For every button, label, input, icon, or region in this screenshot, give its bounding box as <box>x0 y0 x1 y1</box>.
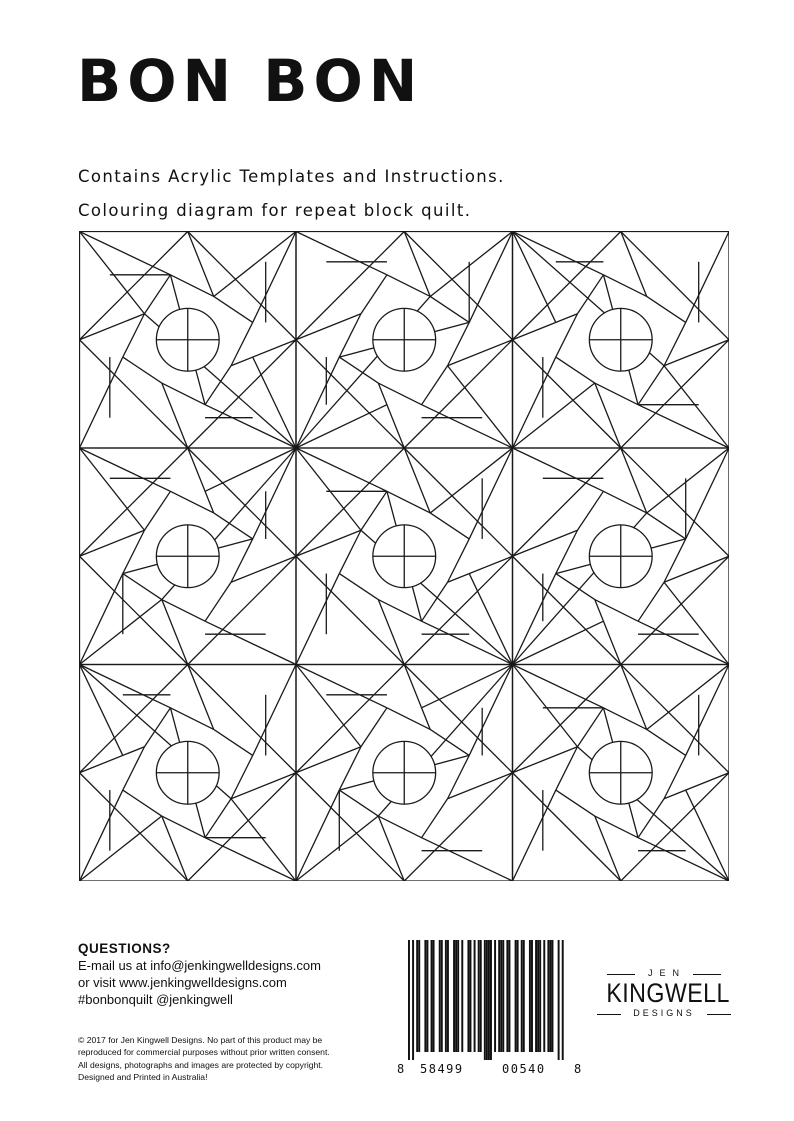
block-seam <box>603 275 646 297</box>
copyright-line: All designs, photographs and images are protected by copyright. <box>78 1059 324 1070</box>
block-seam <box>513 621 604 664</box>
block-seam <box>123 747 145 790</box>
block-seam <box>556 790 595 816</box>
block-seam <box>595 383 638 405</box>
barcode-bar <box>529 940 531 1052</box>
block-seam <box>378 600 421 622</box>
block-seam <box>664 322 686 365</box>
block-seam <box>188 448 214 513</box>
block-seam <box>205 582 231 621</box>
block-seam <box>422 405 513 448</box>
block-seam <box>469 574 512 665</box>
block-seam <box>231 322 253 365</box>
block-seam <box>296 314 361 340</box>
block-seam <box>422 665 513 708</box>
barcode-bar <box>494 940 496 1052</box>
quilt-block <box>513 448 730 665</box>
barcode-bar <box>562 940 564 1060</box>
block-seam <box>378 600 404 665</box>
block-seam <box>513 448 604 491</box>
copyright-notice <box>78 1034 398 1084</box>
barcode-bar <box>467 940 469 1052</box>
block-seam <box>448 556 513 582</box>
block-seam <box>144 275 170 314</box>
block-seam <box>664 340 729 366</box>
block-seam <box>214 232 296 297</box>
block-seam <box>339 314 361 357</box>
barcode-bar <box>445 940 447 1052</box>
barcode-bar <box>543 940 545 1052</box>
block-seam <box>595 383 621 448</box>
barcode-bar <box>539 940 541 1052</box>
block-seam <box>513 232 604 275</box>
block-seam <box>296 405 387 448</box>
block-seam <box>513 790 556 881</box>
block-seam <box>123 314 145 357</box>
block-seam <box>448 755 470 798</box>
social-hashtag: #bonbonquilt @jenkingwell <box>78 992 233 1007</box>
block-seam <box>647 513 686 539</box>
barcode-bar <box>447 940 449 1052</box>
barcode-bar <box>549 940 551 1052</box>
barcode-bar <box>508 940 510 1052</box>
block-seam <box>448 322 470 365</box>
block-seam <box>556 314 578 357</box>
quilt-block <box>513 665 730 882</box>
block-seam <box>80 357 123 448</box>
block-seam <box>686 790 729 881</box>
block-seam <box>448 340 513 366</box>
block-seam <box>205 405 296 448</box>
quilt-block <box>513 232 730 449</box>
block-seam <box>80 232 171 275</box>
logo-top-word: JEN <box>603 968 731 978</box>
diagram-caption: Colouring diagram for repeat block quilt. <box>78 201 472 220</box>
barcode-bar <box>535 940 537 1052</box>
block-seam <box>513 747 578 773</box>
barcode-bar <box>537 940 539 1052</box>
block-seam <box>80 448 171 491</box>
block-seam <box>80 600 162 665</box>
barcode-bar <box>433 940 435 1052</box>
barcode-bar <box>431 940 433 1052</box>
block-seam <box>170 708 213 730</box>
block-seam <box>378 816 421 838</box>
block-seam <box>80 448 145 530</box>
contact-website: or visit www.jenkingwelldesigns.com <box>78 975 287 990</box>
barcode-bar <box>461 940 463 1052</box>
block-seam <box>361 491 387 530</box>
block-seam <box>513 665 604 708</box>
block-seam <box>621 448 647 513</box>
block-seam <box>422 838 513 881</box>
block-seam <box>422 366 448 405</box>
block-seam <box>253 357 296 448</box>
block-seam <box>296 665 387 708</box>
block-seam <box>448 366 513 448</box>
block-seam <box>361 275 387 314</box>
logo-main-word: KINGWELL <box>606 978 730 1008</box>
barcode-bar <box>439 940 441 1052</box>
product-barcode <box>396 940 581 1062</box>
block-seam <box>80 530 145 556</box>
block-seam <box>231 340 296 366</box>
block-seam <box>404 448 430 513</box>
block-seam <box>603 708 646 730</box>
block-seam <box>80 747 145 773</box>
block-seam <box>387 708 430 730</box>
contents-note: Contains Acrylic Templates and Instructions. <box>78 167 505 186</box>
block-seam <box>123 574 162 600</box>
block-seam <box>170 275 213 297</box>
block-seam <box>556 357 595 383</box>
block-seam <box>422 799 448 838</box>
block-seam <box>231 755 253 798</box>
block-seam <box>80 816 162 881</box>
block-seam <box>80 790 123 881</box>
block-seam <box>162 383 188 448</box>
barcode-bar <box>558 940 560 1060</box>
block-seam <box>647 729 686 755</box>
barcode-bar <box>490 940 492 1060</box>
block-seam <box>664 582 729 664</box>
barcode-bar <box>531 940 533 1052</box>
block-seam <box>296 574 339 665</box>
barcode-bar <box>502 940 504 1052</box>
block-seam <box>296 665 361 747</box>
block-seam <box>430 513 469 539</box>
block-seam <box>296 790 339 881</box>
quilt-block <box>80 448 297 665</box>
block-seam <box>296 357 339 448</box>
block-seam <box>296 747 361 773</box>
block-seam <box>430 448 512 513</box>
block-seam <box>664 556 729 582</box>
block-seam <box>339 790 378 816</box>
barcode-bar <box>470 940 472 1052</box>
block-seam <box>231 773 296 799</box>
quilt-block <box>80 232 297 449</box>
barcode-bar <box>457 940 459 1052</box>
questions-heading: QUESTIONS? <box>78 941 171 956</box>
logo-bottom-word: DESIGNS <box>597 1008 731 1018</box>
block-seam <box>430 296 469 322</box>
block-seam <box>595 600 638 622</box>
block-seam <box>664 773 729 799</box>
block-seam <box>123 790 162 816</box>
block-seam <box>603 491 646 513</box>
block-seam <box>686 665 729 756</box>
block-seam <box>513 574 556 665</box>
block-seam <box>296 448 361 530</box>
block-seam <box>339 530 361 573</box>
block-seam <box>664 366 729 448</box>
block-seam <box>339 747 361 790</box>
barcode-bar <box>426 940 428 1052</box>
block-seam <box>162 600 205 622</box>
block-seam <box>296 530 361 556</box>
block-seam <box>513 383 595 448</box>
block-seam <box>361 708 387 747</box>
quilt-colouring-diagram <box>79 231 729 881</box>
block-seam <box>638 366 664 405</box>
barcode-bar <box>484 940 486 1060</box>
block-seam <box>621 665 647 730</box>
block-seam <box>296 816 378 881</box>
barcode-bar <box>418 940 420 1052</box>
block-seam <box>296 232 387 275</box>
contact-section <box>78 940 321 1008</box>
block-seam <box>513 314 578 340</box>
copyright-line: Designed and Printed in Australia! <box>78 1072 208 1083</box>
block-seam <box>469 665 512 756</box>
barcode-bar <box>455 940 457 1052</box>
brand-logo <box>597 968 731 1018</box>
block-seam <box>188 665 214 730</box>
block-seam <box>387 275 430 297</box>
barcode-bar <box>441 940 443 1052</box>
barcode-bar <box>408 940 410 1060</box>
block-seam <box>80 232 145 314</box>
block-seam <box>686 232 729 323</box>
quilt-block <box>296 232 513 449</box>
block-seam <box>647 296 686 322</box>
block-seam <box>664 539 686 582</box>
block-seam <box>144 491 170 530</box>
block-seam <box>387 491 430 513</box>
block-seam <box>231 556 296 582</box>
block-seam <box>231 799 296 881</box>
block-seam <box>162 816 188 881</box>
block-seam <box>253 665 296 756</box>
barcode-bar <box>474 940 476 1052</box>
block-seam <box>170 491 213 513</box>
barcode-bar <box>500 940 502 1052</box>
block-seam <box>686 448 729 539</box>
block-seam <box>80 665 171 708</box>
block-seam <box>214 729 253 755</box>
block-seam <box>162 600 188 665</box>
barcode-check-digit: 8 <box>574 1062 583 1076</box>
block-seam <box>595 816 621 881</box>
block-seam <box>556 530 578 573</box>
block-seam <box>448 773 513 799</box>
barcode-bar <box>478 940 480 1052</box>
quilt-block <box>296 665 513 882</box>
block-seam <box>664 755 686 798</box>
block-seam <box>205 621 296 664</box>
block-seam <box>513 232 556 323</box>
barcode-left-digits: 58499 <box>420 1062 464 1076</box>
block-seam <box>253 232 296 323</box>
block-seam <box>378 816 404 881</box>
block-seam <box>469 232 512 323</box>
block-seam <box>162 816 205 838</box>
block-seam <box>638 838 729 881</box>
block-seam <box>214 296 253 322</box>
block-seam <box>556 747 578 790</box>
copyright-line: © 2017 for Jen Kingwell Designs. No part of this product may be <box>78 1035 323 1045</box>
block-seam <box>404 232 430 297</box>
barcode-bar <box>486 940 488 1060</box>
block-seam <box>595 600 621 665</box>
barcode-bar <box>552 940 554 1052</box>
block-seam <box>205 838 296 881</box>
barcode-bar <box>498 940 500 1052</box>
barcode-right-digits: 00540 <box>502 1062 546 1076</box>
block-seam <box>422 621 513 664</box>
barcode-bar <box>453 940 455 1052</box>
barcode-bar <box>517 940 519 1052</box>
quilt-block <box>80 665 297 882</box>
block-seam <box>123 357 162 383</box>
block-seam <box>80 574 123 665</box>
block-seam <box>513 530 578 556</box>
block-seam <box>80 314 145 340</box>
block-seam <box>647 448 729 513</box>
barcode-bar <box>547 940 549 1052</box>
block-seam <box>621 232 647 297</box>
pattern-title: BON BON <box>77 47 424 115</box>
block-seam <box>80 665 123 756</box>
block-seam <box>231 539 253 582</box>
block-seam <box>205 448 296 491</box>
barcode-bar <box>506 940 508 1052</box>
block-seam <box>378 383 404 448</box>
block-seam <box>595 816 638 838</box>
copyright-line: reproduced for commercial purposes without prior written consent. <box>78 1047 330 1058</box>
block-seam <box>404 665 430 730</box>
block-seam <box>647 665 729 730</box>
block-seam <box>162 383 205 405</box>
barcode-bar <box>523 940 525 1052</box>
barcode-bar <box>480 940 482 1052</box>
block-seam <box>638 582 664 621</box>
block-seam <box>378 383 421 405</box>
contact-email: E-mail us at info@jenkingwelldesigns.com <box>78 958 321 973</box>
barcode-bar <box>412 940 414 1060</box>
block-seam <box>253 448 296 539</box>
block-seam <box>339 574 378 600</box>
block-seam <box>123 530 145 573</box>
barcode-bar <box>515 940 517 1052</box>
block-seam <box>430 232 512 297</box>
block-seam <box>577 491 603 530</box>
block-seam <box>638 621 729 664</box>
barcode-bar <box>416 940 418 1052</box>
barcode-bar <box>521 940 523 1052</box>
quilt-block <box>296 448 513 665</box>
barcode-bar <box>424 940 426 1052</box>
block-seam <box>638 405 729 448</box>
barcode-lead-digit: 8 <box>397 1062 406 1076</box>
block-seam <box>205 799 231 838</box>
barcode-bar <box>488 940 490 1060</box>
block-seam <box>469 448 512 539</box>
block-seam <box>296 448 387 491</box>
block-seam <box>577 708 603 747</box>
block-seam <box>188 232 214 297</box>
block-seam <box>513 665 578 747</box>
block-seam <box>513 357 556 448</box>
block-seam <box>448 539 470 582</box>
